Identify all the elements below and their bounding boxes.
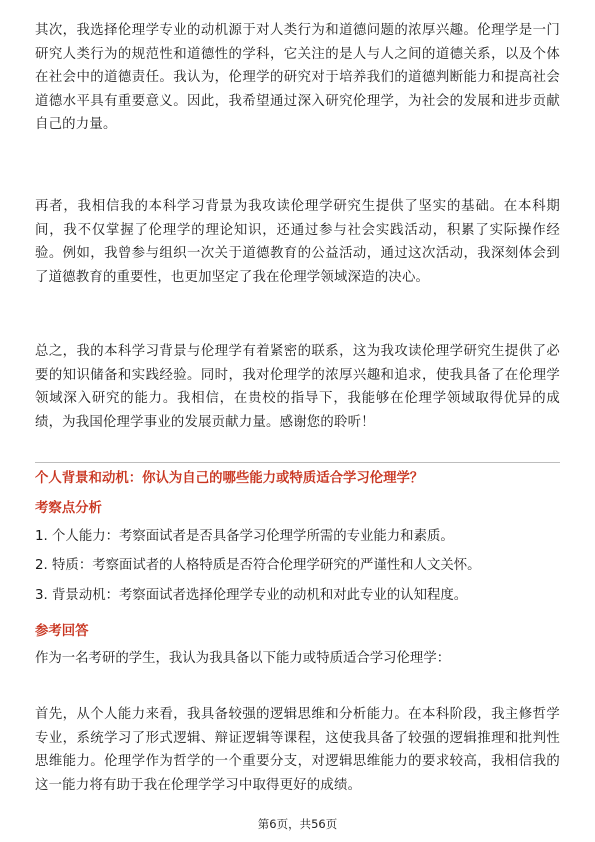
question-title: 个人背景和动机：你认为自己的哪些能力或特质适合学习伦理学？ [35, 471, 424, 486]
body-paragraph-motivation: 其次，我选择伦理学专业的动机源于对人类行为和道德问题的浓厚兴趣。伦理学是一门研究人类行为的规范性和道德性的学科，它关注的是人与人之间的道德关系，以及个体在社会中的道德责任。我认为，伦理学的研究对于培养我们的道德判断能力和提高社会道德水平具有重要意义。因此，我希望通过深入研究伦理学，为社会的发展和进步贡献自己的力量。 [35, 23, 560, 132]
body-paragraph-conclusion: 总之，我的本科学习背景与伦理学有着紧密的联系，这为我攻读伦理学研究生提供了必要的知识储备和实践经验。同时，我对伦理学的浓厚兴趣和追求，使我具备了在伦理学领域深入研究的能力。我相信，在贵校的指导下，我能够在伦理学领域取得优异的成绩，为我国伦理学事业的发展贡献力量。感谢您的聆听！ [35, 344, 560, 430]
answer-paragraph: 首先，从个人能力来看，我具备较强的逻辑思维和分析能力。在本科阶段，我主修哲学专业，系统学习了形式逻辑、辩证逻辑等课程，这使我具备了较强的逻辑推理和批判性思维能力。伦理学作为哲学的一个重要分支，对逻辑思维能力的要求较高，我相信我的这一能力将有助于我在伦理学学习中取得更好的成绩。 [35, 707, 560, 793]
answer-heading: 参考回答 [35, 624, 89, 639]
analysis-item: 3. 背景动机：考察面试者选择伦理学专业的动机和对此专业的认知程度。 [35, 588, 468, 603]
analysis-item: 2. 特质：考察面试者的人格特质是否符合伦理学研究的严谨性和人文关怀。 [35, 558, 481, 573]
page-number-footer: 第6页，共56页 [257, 817, 338, 831]
body-paragraph-background: 再者，我相信我的本科学习背景为我攻读伦理学研究生提供了坚实的基础。在本科期间，我不仅掌握了伦理学的理论知识，还通过参与社会实践活动，积累了实际操作经验。例如，我曾参与组织一次关于道德教育的公益活动，通过这次活动，我深刻体会到了道德教育的重要性，也更加坚定了我在伦理学领域深造的决心。 [35, 199, 560, 285]
analysis-item: 1. 个人能力：考察面试者是否具备学习伦理学所需的专业能力和素质。 [35, 529, 454, 544]
answer-intro: 作为一名考研的学生，我认为我具备以下能力或特质适合学习伦理学： [35, 651, 451, 666]
analysis-heading: 考察点分析 [35, 501, 102, 516]
section-divider [35, 462, 560, 463]
